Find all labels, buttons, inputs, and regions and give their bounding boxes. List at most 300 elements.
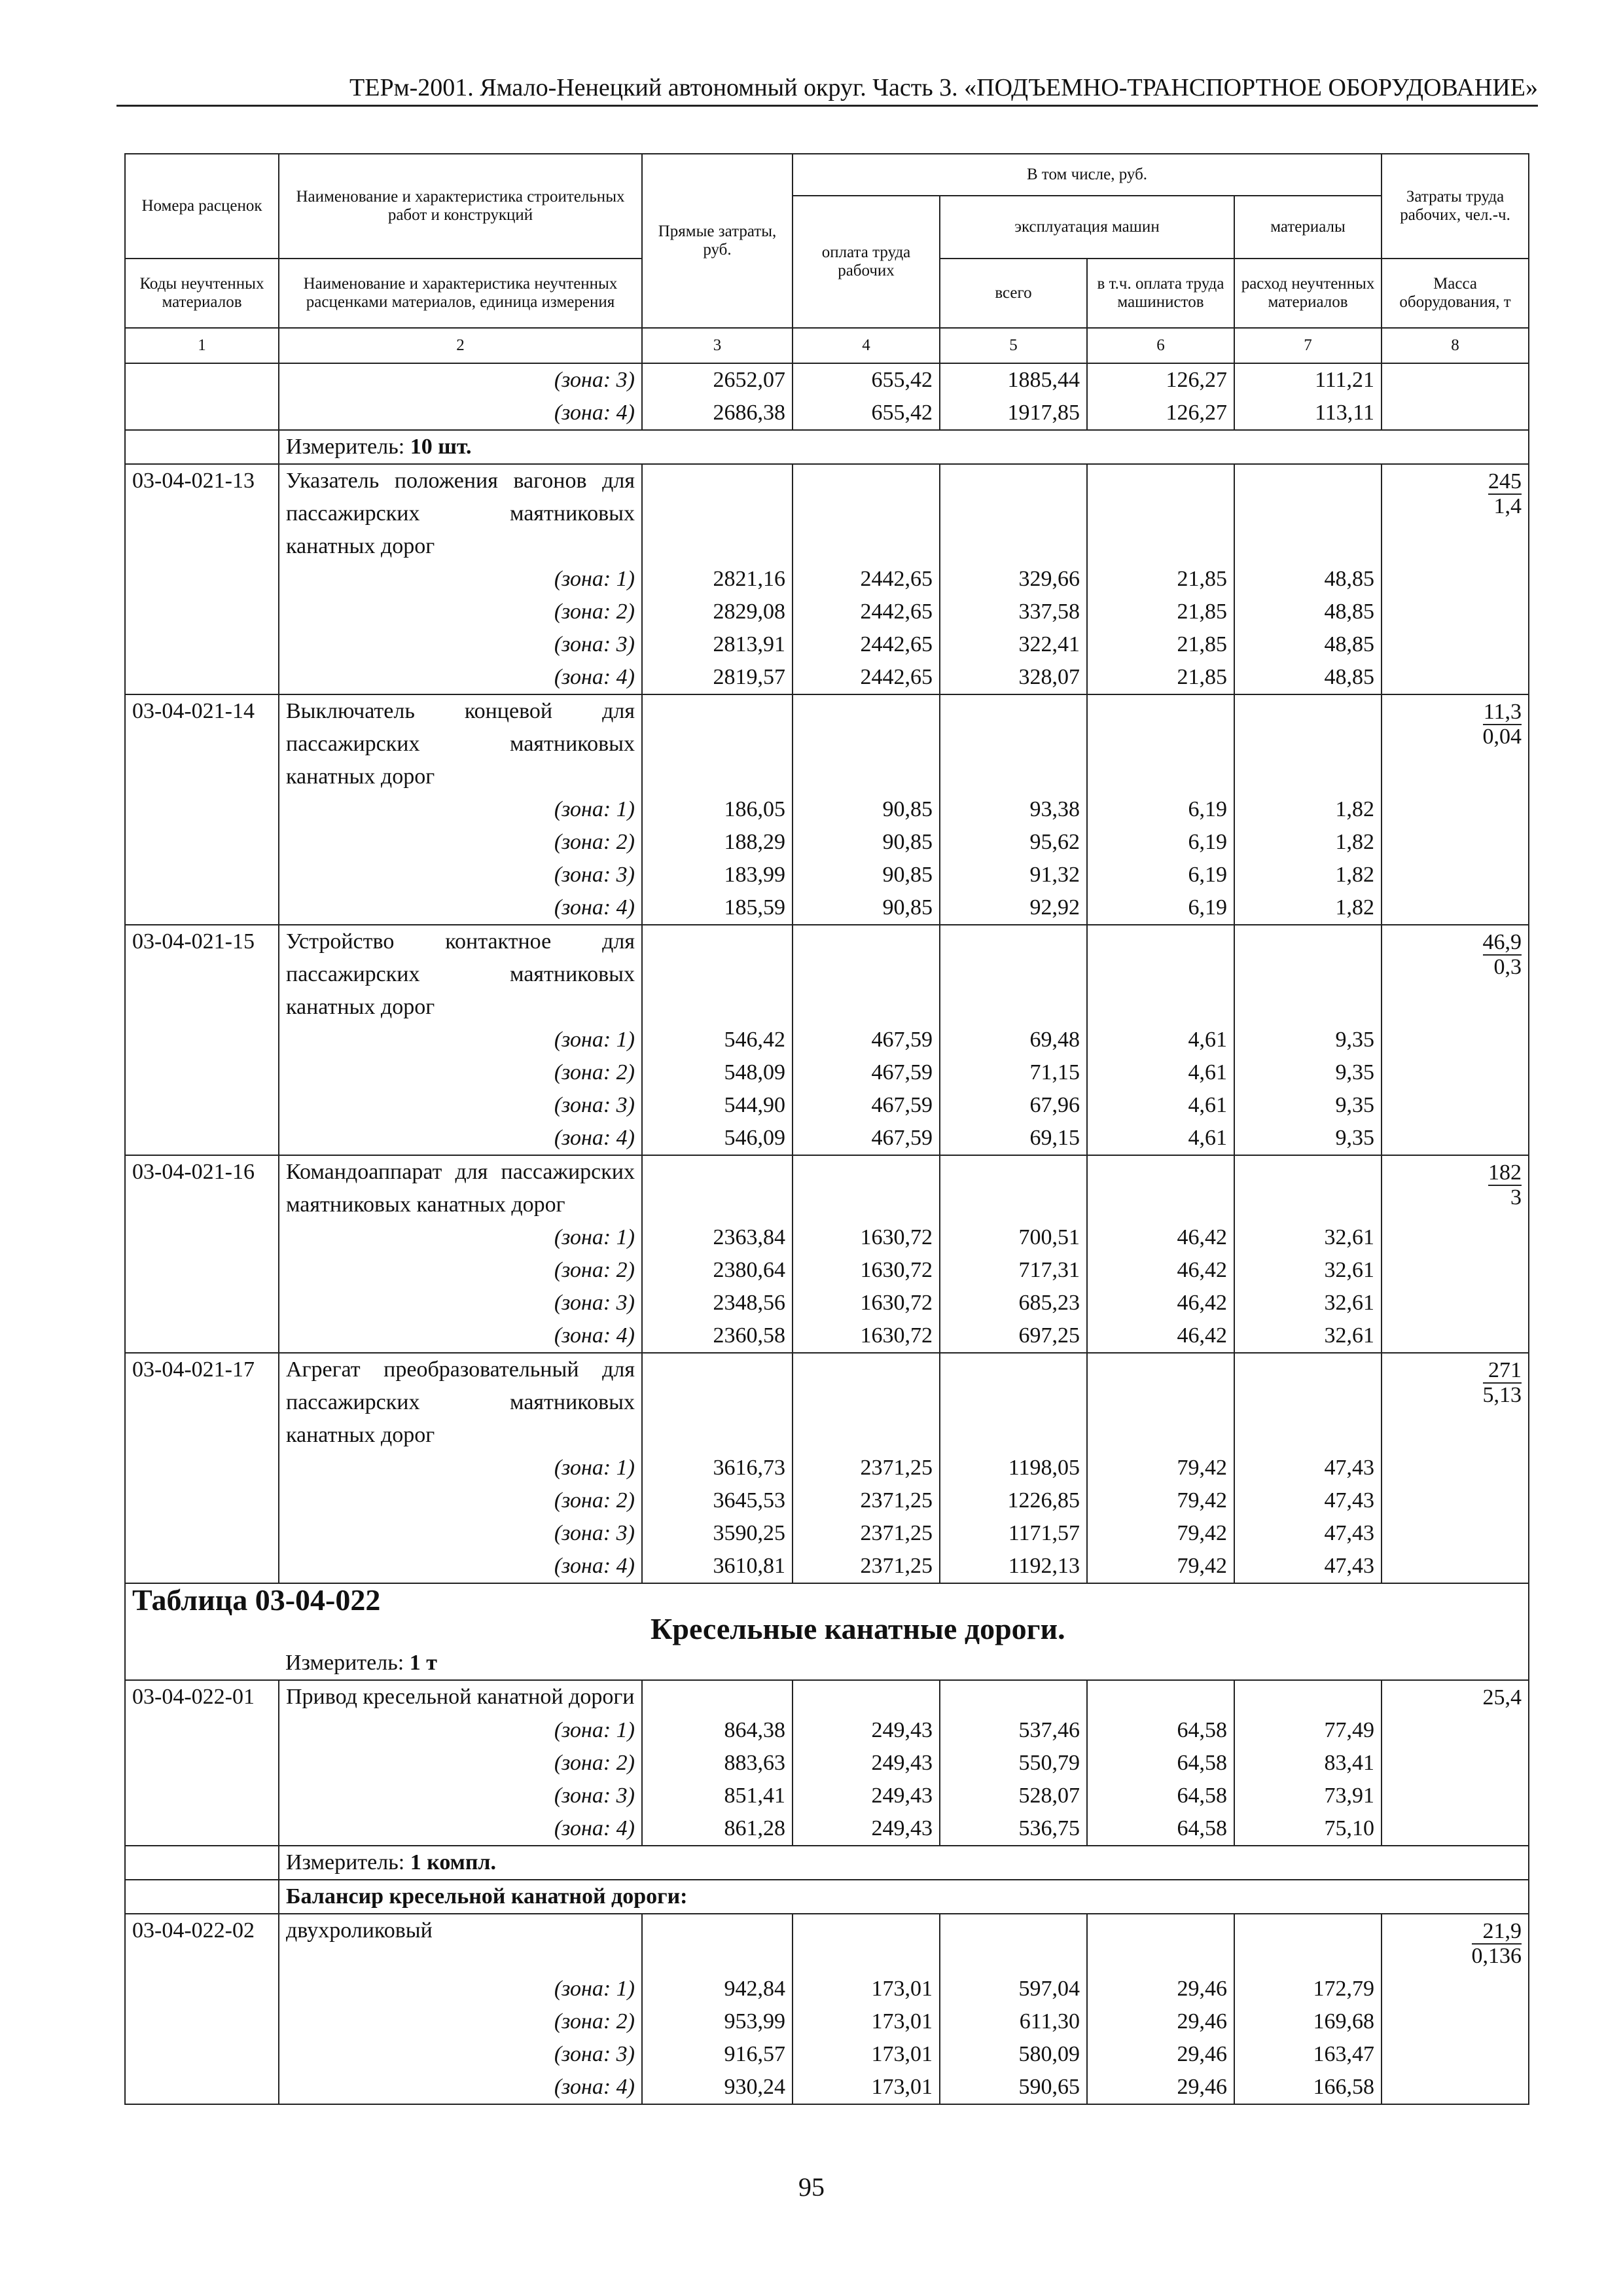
- code-cell-empty: [125, 1089, 279, 1122]
- value-cell: 29,46: [1087, 2071, 1234, 2104]
- col-head-labor: Затраты труда рабочих, чел.-ч.: [1382, 154, 1529, 259]
- measure-code-cell: [125, 1846, 279, 1880]
- value-cell-empty: [1234, 1353, 1382, 1452]
- value-cell-empty: [1234, 694, 1382, 793]
- value-cell: 1885,44: [940, 363, 1087, 397]
- value-cell: 67,96: [940, 1089, 1087, 1122]
- col-head-materials: материалы: [1234, 196, 1382, 259]
- value-cell: 21,85: [1087, 661, 1234, 694]
- item-name: Привод кресельной канатной дороги: [279, 1680, 642, 1714]
- zone-label: (зона: 2): [279, 2005, 642, 2038]
- zone-row: [125, 397, 1529, 430]
- value-cell: 21,85: [1087, 628, 1234, 661]
- value-cell-empty: [940, 1155, 1087, 1221]
- value-cell: 126,27: [1087, 397, 1234, 430]
- mass-cell-empty: [1382, 2071, 1529, 2104]
- zone-label: (зона: 3): [279, 363, 642, 397]
- value-cell: 79,42: [1087, 1517, 1234, 1550]
- value-cell: 64,58: [1087, 1747, 1234, 1780]
- value-cell: 1226,85: [940, 1484, 1087, 1517]
- zone-row: [125, 2005, 1529, 2038]
- value-cell: 6,19: [1087, 859, 1234, 891]
- value-cell: 29,46: [1087, 1973, 1234, 2005]
- labor-mass-cell: [1382, 464, 1529, 563]
- value-cell-empty: [940, 925, 1087, 1024]
- value-cell: 9,35: [1234, 1089, 1382, 1122]
- zone-row: [125, 1089, 1529, 1122]
- item-code: 03-04-021-17: [125, 1353, 279, 1452]
- labor-over-mass: [1483, 931, 1522, 979]
- code-cell-empty: [125, 2005, 279, 2038]
- value-cell: 48,85: [1234, 596, 1382, 628]
- mass-cell-empty: [1382, 1550, 1529, 1583]
- measure-value: 1 компл.: [410, 1850, 497, 1874]
- mass-cell-empty: [1382, 793, 1529, 826]
- table-title-cell: [125, 1583, 1529, 1647]
- value-cell: 47,43: [1234, 1452, 1382, 1484]
- value-cell: 21,85: [1087, 596, 1234, 628]
- code-cell-empty: [125, 363, 279, 397]
- value-cell: 590,65: [940, 2071, 1087, 2104]
- value-cell: 655,42: [793, 363, 940, 397]
- value-cell: 249,43: [793, 1780, 940, 1812]
- value-cell: 2442,65: [793, 596, 940, 628]
- column-number: 3: [642, 328, 793, 363]
- labor-mass-cell: [1382, 694, 1529, 793]
- value-cell: 1171,57: [940, 1517, 1087, 1550]
- item-code: 03-04-021-14: [125, 694, 279, 793]
- value-cell: 32,61: [1234, 1221, 1382, 1254]
- value-cell: 3616,73: [642, 1452, 793, 1484]
- value-cell: 113,11: [1234, 397, 1382, 430]
- value-cell-empty: [642, 1680, 793, 1714]
- zone-label: (зона: 1): [279, 1714, 642, 1747]
- labor-value: 21,9: [1472, 1920, 1522, 1945]
- mass-value: 0,3: [1493, 955, 1522, 979]
- value-cell: 166,58: [1234, 2071, 1382, 2104]
- value-cell: 173,01: [793, 2005, 940, 2038]
- value-cell: 3645,53: [642, 1484, 793, 1517]
- value-cell: 126,27: [1087, 363, 1234, 397]
- value-cell: 467,59: [793, 1056, 940, 1089]
- value-cell-empty: [1087, 1155, 1234, 1221]
- mass-value: 5,13: [1482, 1383, 1522, 1407]
- value-cell: 21,85: [1087, 563, 1234, 596]
- value-cell: 249,43: [793, 1747, 940, 1780]
- value-cell: 528,07: [940, 1780, 1087, 1812]
- labor-value: 271: [1483, 1359, 1522, 1384]
- mass-cell-empty: [1382, 1122, 1529, 1155]
- value-cell: 717,31: [940, 1254, 1087, 1287]
- value-cell: 32,61: [1234, 1319, 1382, 1353]
- zone-label: (зона: 1): [279, 1221, 642, 1254]
- measure-row: [125, 430, 1529, 464]
- measure-label: Измеритель:: [286, 1850, 405, 1874]
- zone-label: (зона: 2): [279, 596, 642, 628]
- value-cell: 47,43: [1234, 1550, 1382, 1583]
- value-cell: 186,05: [642, 793, 793, 826]
- zone-label: (зона: 2): [279, 826, 642, 859]
- zone-row: [125, 563, 1529, 596]
- zone-label: (зона: 3): [279, 1517, 642, 1550]
- zone-row: [125, 1319, 1529, 1353]
- value-cell: 2371,25: [793, 1452, 940, 1484]
- value-cell: 47,43: [1234, 1517, 1382, 1550]
- value-cell: 163,47: [1234, 2038, 1382, 2071]
- mass-cell-empty: [1382, 363, 1529, 397]
- value-cell: 4,61: [1087, 1056, 1234, 1089]
- value-cell: 2652,07: [642, 363, 793, 397]
- item-row: [125, 925, 1529, 1024]
- labor-value: 46,9: [1482, 930, 1522, 954]
- value-cell: 2380,64: [642, 1254, 793, 1287]
- value-cell-empty: [793, 1155, 940, 1221]
- value-cell: 546,09: [642, 1122, 793, 1155]
- table-title-row: [125, 1583, 1529, 1647]
- zone-row: [125, 891, 1529, 925]
- mass-value: 1,4: [1493, 494, 1522, 518]
- measure-value: 10 шт.: [410, 435, 472, 459]
- zone-row: [125, 1517, 1529, 1550]
- mass-cell-empty: [1382, 2038, 1529, 2071]
- item-row: [125, 1914, 1529, 1973]
- value-cell: 2442,65: [793, 661, 940, 694]
- value-cell: 79,42: [1087, 1550, 1234, 1583]
- item-code: 03-04-021-16: [125, 1155, 279, 1221]
- mass-cell-empty: [1382, 2005, 1529, 2038]
- value-cell: 90,85: [793, 859, 940, 891]
- value-cell: 536,75: [940, 1812, 1087, 1846]
- value-cell-empty: [642, 1914, 793, 1973]
- column-number: 7: [1234, 328, 1382, 363]
- item-row: [125, 1353, 1529, 1452]
- value-cell: 172,79: [1234, 1973, 1382, 2005]
- item-code: 03-04-022-01: [125, 1680, 279, 1714]
- value-cell: 580,09: [940, 2038, 1087, 2071]
- value-cell: 169,68: [1234, 2005, 1382, 2038]
- code-cell-empty: [125, 1780, 279, 1812]
- col-head-pay: оплата труда рабочих: [793, 196, 940, 328]
- mass-cell-empty: [1382, 1517, 1529, 1550]
- mass-value: 0,04: [1482, 725, 1522, 749]
- value-cell: 9,35: [1234, 1122, 1382, 1155]
- value-cell: 2360,58: [642, 1319, 793, 1353]
- value-cell: 173,01: [793, 2038, 940, 2071]
- value-cell-empty: [940, 464, 1087, 563]
- zone-label: (зона: 3): [279, 1287, 642, 1319]
- zone-label: (зона: 3): [279, 628, 642, 661]
- mass-cell-empty: [1382, 1484, 1529, 1517]
- measure-row: [125, 1647, 1529, 1680]
- zone-row: [125, 1122, 1529, 1155]
- value-cell: 4,61: [1087, 1122, 1234, 1155]
- value-cell: 1192,13: [940, 1550, 1087, 1583]
- value-cell: 2829,08: [642, 596, 793, 628]
- column-number: 5: [940, 328, 1087, 363]
- value-cell: 46,42: [1087, 1254, 1234, 1287]
- value-cell: 700,51: [940, 1221, 1087, 1254]
- mass-cell-empty: [1382, 859, 1529, 891]
- value-cell: 1630,72: [793, 1221, 940, 1254]
- value-cell: 322,41: [940, 628, 1087, 661]
- zone-label: (зона: 1): [279, 1973, 642, 2005]
- value-cell-empty: [1087, 1680, 1234, 1714]
- zone-label: (зона: 3): [279, 1780, 642, 1812]
- col-head-code-sub: Коды неучтенных материалов: [125, 259, 279, 328]
- col-head-machinist-pay: в т.ч. оплата труда машинистов: [1087, 259, 1234, 328]
- zone-label: (зона: 4): [279, 1319, 642, 1353]
- value-cell: 2821,16: [642, 563, 793, 596]
- value-cell: 1630,72: [793, 1319, 940, 1353]
- mass-cell-empty: [1382, 628, 1529, 661]
- code-cell-empty: [125, 661, 279, 694]
- value-cell-empty: [642, 464, 793, 563]
- mass-cell-empty: [1382, 1319, 1529, 1353]
- code-cell-empty: [125, 891, 279, 925]
- labor-value: 11,3: [1483, 700, 1522, 724]
- column-number: 8: [1382, 328, 1529, 363]
- value-cell: 47,43: [1234, 1484, 1382, 1517]
- value-cell-empty: [793, 1353, 940, 1452]
- zone-row: [125, 1254, 1529, 1287]
- zone-row: [125, 1287, 1529, 1319]
- zone-row: [125, 1452, 1529, 1484]
- value-cell: 1917,85: [940, 397, 1087, 430]
- code-cell-empty: [125, 596, 279, 628]
- value-cell: 2371,25: [793, 1550, 940, 1583]
- value-cell: 2371,25: [793, 1517, 940, 1550]
- value-cell: 655,42: [793, 397, 940, 430]
- mass-cell-empty: [1382, 891, 1529, 925]
- zone-label: (зона: 3): [279, 859, 642, 891]
- value-cell: 1198,05: [940, 1452, 1087, 1484]
- zone-label: (зона: 2): [279, 1747, 642, 1780]
- col-head-name: Наименование и характеристика строительных работ и конструкций: [279, 154, 642, 259]
- value-cell: 611,30: [940, 2005, 1087, 2038]
- value-cell: 1,82: [1234, 891, 1382, 925]
- zone-row: [125, 661, 1529, 694]
- value-cell: 467,59: [793, 1024, 940, 1056]
- zone-row: [125, 2071, 1529, 2104]
- value-cell: 685,23: [940, 1287, 1087, 1319]
- value-cell-empty: [642, 1353, 793, 1452]
- value-cell: 90,85: [793, 891, 940, 925]
- value-cell: 2686,38: [642, 397, 793, 430]
- labor-mass-cell: [1382, 1155, 1529, 1221]
- value-cell: 597,04: [940, 1973, 1087, 2005]
- measure-row: [125, 1846, 1529, 1880]
- value-cell: 83,41: [1234, 1747, 1382, 1780]
- value-cell-empty: [642, 694, 793, 793]
- value-cell-empty: [1234, 464, 1382, 563]
- item-name: двухроликовый: [279, 1914, 642, 1973]
- value-cell-empty: [1234, 925, 1382, 1024]
- item-name: Командоаппарат для пассажирских маятниковых канатных дорог: [279, 1155, 642, 1221]
- page-number: 95: [798, 2172, 825, 2202]
- value-cell: 64,58: [1087, 1780, 1234, 1812]
- zone-row: [125, 859, 1529, 891]
- column-number: 1: [125, 328, 279, 363]
- zone-row: [125, 1484, 1529, 1517]
- value-cell: 29,46: [1087, 2005, 1234, 2038]
- zone-label: (зона: 1): [279, 793, 642, 826]
- labor-value: 25,4: [1482, 1685, 1522, 1710]
- value-cell: 9,35: [1234, 1024, 1382, 1056]
- value-cell-empty: [1234, 1155, 1382, 1221]
- value-cell: 9,35: [1234, 1056, 1382, 1089]
- value-cell: 79,42: [1087, 1484, 1234, 1517]
- value-cell: 32,61: [1234, 1254, 1382, 1287]
- value-cell: 467,59: [793, 1122, 940, 1155]
- value-cell: 71,15: [940, 1056, 1087, 1089]
- value-cell: 1,82: [1234, 826, 1382, 859]
- table-body: [125, 363, 1529, 2104]
- mass-cell-empty: [1382, 1221, 1529, 1254]
- item-row: [125, 464, 1529, 563]
- measure-code-cell: [125, 1647, 279, 1680]
- item-name: Агрегат преобразовательный для пассажирских маятниковых канатных дорог: [279, 1353, 642, 1452]
- value-cell: 29,46: [1087, 2038, 1234, 2071]
- value-cell: 697,25: [940, 1319, 1087, 1353]
- code-cell-empty: [125, 1973, 279, 2005]
- zone-label: (зона: 1): [279, 1024, 642, 1056]
- labor-mass-cell: [1382, 1914, 1529, 1973]
- zone-label: (зона: 2): [279, 1254, 642, 1287]
- header-rule: [116, 105, 1538, 107]
- value-cell: 1,82: [1234, 859, 1382, 891]
- code-cell-empty: [125, 1452, 279, 1484]
- value-cell: 864,38: [642, 1714, 793, 1747]
- labor-over-mass: [1483, 1359, 1522, 1407]
- value-cell: 2813,91: [642, 628, 793, 661]
- value-cell-empty: [940, 1353, 1087, 1452]
- item-name: Устройство контактное для пассажирских маятниковых канатных дорог: [279, 925, 642, 1024]
- zone-row: [125, 628, 1529, 661]
- value-cell: 73,91: [1234, 1780, 1382, 1812]
- zone-row: [125, 1812, 1529, 1846]
- value-cell-empty: [793, 925, 940, 1024]
- mass-cell-empty: [1382, 1254, 1529, 1287]
- value-cell: 185,59: [642, 891, 793, 925]
- code-cell-empty: [125, 563, 279, 596]
- zone-row: [125, 1056, 1529, 1089]
- value-cell: 548,09: [642, 1056, 793, 1089]
- value-cell-empty: [793, 694, 940, 793]
- code-cell-empty: [125, 2071, 279, 2104]
- mass-cell-empty: [1382, 661, 1529, 694]
- code-cell-empty: [125, 793, 279, 826]
- col-head-machines-total: всего: [940, 259, 1087, 328]
- column-number: 2: [279, 328, 642, 363]
- mass-cell-empty: [1382, 1287, 1529, 1319]
- value-cell: 48,85: [1234, 563, 1382, 596]
- zone-row: [125, 1973, 1529, 2005]
- value-cell: 48,85: [1234, 661, 1382, 694]
- code-cell-empty: [125, 1812, 279, 1846]
- labor-over-mass: [1488, 470, 1522, 518]
- col-head-direct: Прямые затраты, руб.: [642, 154, 793, 328]
- value-cell: 4,61: [1087, 1024, 1234, 1056]
- mass-cell-empty: [1382, 1056, 1529, 1089]
- mass-cell-empty: [1382, 1714, 1529, 1747]
- value-cell-empty: [1087, 1914, 1234, 1973]
- table-header: [125, 154, 1529, 363]
- code-cell-empty: [125, 1714, 279, 1747]
- item-code: 03-04-021-15: [125, 925, 279, 1024]
- col-head-mass: Масса оборудования, т: [1382, 259, 1529, 328]
- col-head-machines: эксплуатация машин: [940, 196, 1234, 259]
- value-cell-empty: [1087, 464, 1234, 563]
- zone-row: [125, 826, 1529, 859]
- code-cell-empty: [125, 1221, 279, 1254]
- value-cell: 942,84: [642, 1973, 793, 2005]
- labor-mass-cell: [1382, 1680, 1529, 1714]
- value-cell: 46,42: [1087, 1221, 1234, 1254]
- code-cell-empty: [125, 859, 279, 891]
- zone-row: [125, 1550, 1529, 1583]
- labor-over-mass: [1488, 1161, 1522, 1210]
- value-cell: 953,99: [642, 2005, 793, 2038]
- section-code-cell: [125, 1880, 279, 1914]
- value-cell: 930,24: [642, 2071, 793, 2104]
- code-cell-empty: [125, 826, 279, 859]
- zone-row: [125, 2038, 1529, 2071]
- value-cell: 93,38: [940, 793, 1087, 826]
- value-cell: 1630,72: [793, 1254, 940, 1287]
- zone-row: [125, 793, 1529, 826]
- mass-cell-empty: [1382, 596, 1529, 628]
- value-cell: 2442,65: [793, 563, 940, 596]
- measure-code-cell: [125, 430, 279, 464]
- value-cell: 546,42: [642, 1024, 793, 1056]
- value-cell: 95,62: [940, 826, 1087, 859]
- col-head-code: Номера расценок: [125, 154, 279, 259]
- mass-cell-empty: [1382, 1747, 1529, 1780]
- mass-value: 0,136: [1471, 1944, 1522, 1968]
- value-cell: 2819,57: [642, 661, 793, 694]
- code-cell-empty: [125, 1287, 279, 1319]
- value-cell-empty: [1087, 925, 1234, 1024]
- labor-value: 182: [1488, 1160, 1522, 1185]
- measure-value: 1 т: [409, 1651, 437, 1675]
- value-cell: 2363,84: [642, 1221, 793, 1254]
- code-cell-empty: [125, 1319, 279, 1353]
- value-cell-empty: [1087, 1353, 1234, 1452]
- value-cell: 46,42: [1087, 1287, 1234, 1319]
- value-cell: 64,58: [1087, 1812, 1234, 1846]
- value-cell: 861,28: [642, 1812, 793, 1846]
- labor-over-mass: [1472, 1920, 1522, 1968]
- zone-label: (зона: 1): [279, 1452, 642, 1484]
- measure-label: Измеритель:: [286, 435, 405, 459]
- zone-label: (зона: 2): [279, 1484, 642, 1517]
- zone-row: [125, 596, 1529, 628]
- value-cell: 6,19: [1087, 826, 1234, 859]
- value-cell: 883,63: [642, 1747, 793, 1780]
- item-row: [125, 1155, 1529, 1221]
- value-cell: 69,48: [940, 1024, 1087, 1056]
- value-cell-empty: [642, 1155, 793, 1221]
- value-cell: 6,19: [1087, 891, 1234, 925]
- value-cell: 2348,56: [642, 1287, 793, 1319]
- value-cell: 183,99: [642, 859, 793, 891]
- item-row: [125, 694, 1529, 793]
- code-cell-empty: [125, 2038, 279, 2071]
- zone-label: (зона: 4): [279, 1812, 642, 1846]
- col-head-including: В том числе, руб.: [793, 154, 1382, 196]
- value-cell-empty: [940, 1680, 1087, 1714]
- value-cell-empty: [793, 1680, 940, 1714]
